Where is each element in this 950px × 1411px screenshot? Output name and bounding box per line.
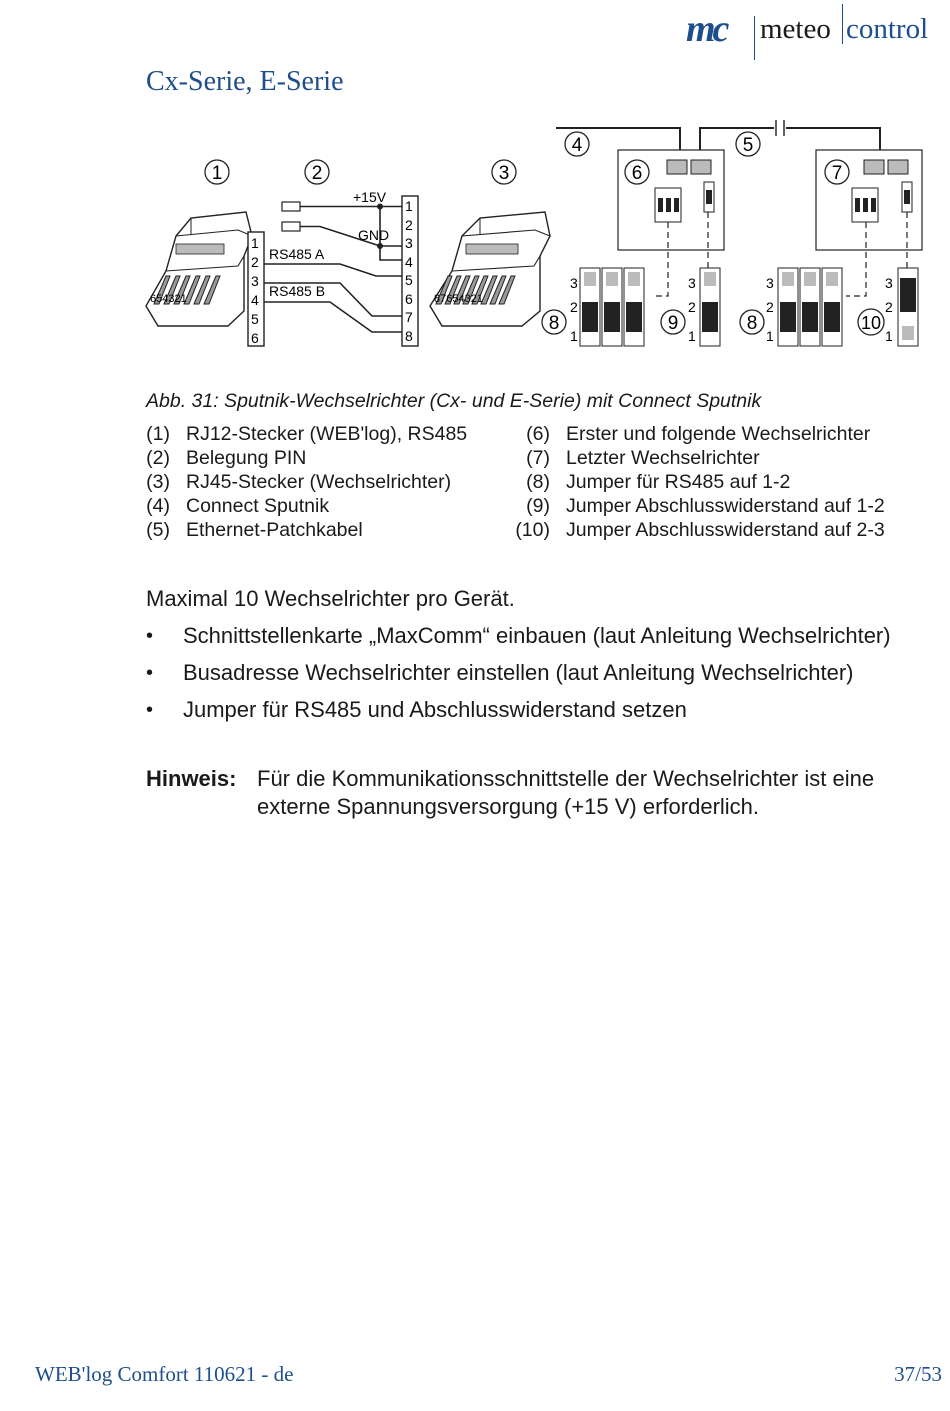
wire-label-rs485b: RS485 B bbox=[269, 283, 326, 299]
section-title: Cx-Serie, E-Serie bbox=[146, 66, 344, 97]
pin-column-rj45 bbox=[402, 196, 418, 346]
list-item: • Schnittstellenkarte „MaxComm“ einbauen (laut Anleitung Wechselrichter) bbox=[146, 622, 891, 659]
legend-num: (10) bbox=[515, 519, 550, 541]
rj12-plug bbox=[146, 212, 252, 326]
legend-row bbox=[146, 518, 936, 542]
svg-text:3: 3 bbox=[498, 163, 510, 184]
logo-mark: mc bbox=[686, 8, 727, 50]
svg-text:9: 9 bbox=[667, 313, 679, 334]
svg-text:2: 2 bbox=[766, 299, 774, 315]
svg-text:5: 5 bbox=[405, 272, 413, 288]
legend-text: Letzter Wechselrichter bbox=[566, 447, 760, 469]
svg-text:1: 1 bbox=[405, 198, 413, 214]
wiring-diagram bbox=[140, 118, 930, 356]
logo-divider bbox=[842, 4, 843, 44]
jumper-termination-10 bbox=[885, 268, 918, 346]
wire-label-gnd: GND bbox=[358, 227, 390, 243]
svg-text:2: 2 bbox=[570, 299, 578, 315]
legend-text: RJ12-Stecker (WEB'log), RS485 bbox=[186, 423, 468, 445]
svg-text:2: 2 bbox=[885, 299, 893, 315]
svg-text:3: 3 bbox=[251, 273, 259, 289]
svg-text:8: 8 bbox=[548, 313, 560, 334]
logo-word-meteo: meteo bbox=[760, 13, 831, 45]
legend-num: (3) bbox=[146, 471, 170, 493]
legend-num: (9) bbox=[526, 495, 550, 517]
callout-4 bbox=[565, 132, 589, 156]
figure-legend bbox=[146, 422, 936, 542]
svg-text:4: 4 bbox=[571, 135, 583, 156]
svg-text:3: 3 bbox=[766, 275, 774, 291]
legend-row bbox=[146, 422, 936, 446]
svg-text:1: 1 bbox=[570, 328, 578, 344]
logo-word-control: control bbox=[846, 13, 929, 45]
legend-text: Erster und folgende Wechselrichter bbox=[566, 423, 871, 445]
legend-num: (2) bbox=[146, 447, 170, 469]
svg-text:2: 2 bbox=[405, 217, 413, 233]
callout-8-left bbox=[542, 310, 566, 334]
meteocontrol-logo bbox=[686, 4, 948, 56]
legend-num: (1) bbox=[146, 423, 170, 445]
legend-row bbox=[146, 446, 936, 470]
wire-label-15v: +15V bbox=[353, 189, 387, 205]
svg-text:7: 7 bbox=[831, 163, 843, 184]
svg-text:2: 2 bbox=[688, 299, 696, 315]
legend-row bbox=[146, 470, 936, 494]
list-item: • Busadresse Wechselrichter einstellen (laut Anleitung Wechselrichter) bbox=[146, 659, 891, 696]
svg-text:2: 2 bbox=[251, 254, 259, 270]
svg-text:6: 6 bbox=[405, 291, 413, 307]
legend-row bbox=[146, 494, 936, 518]
rj12-pin-numbers: 654321 bbox=[150, 293, 187, 305]
svg-text:3: 3 bbox=[405, 235, 413, 251]
svg-text:5: 5 bbox=[251, 311, 259, 327]
jumper-termination-9 bbox=[688, 268, 720, 346]
pin-column-rj12 bbox=[248, 232, 264, 346]
legend-text: RJ45-Stecker (Wechselrichter) bbox=[186, 471, 452, 493]
svg-text:10: 10 bbox=[860, 313, 882, 333]
svg-text:8: 8 bbox=[746, 313, 758, 334]
svg-text:3: 3 bbox=[570, 275, 578, 291]
callout-3 bbox=[492, 160, 516, 184]
note-text bbox=[257, 765, 950, 821]
footer-page-number: 37/53 bbox=[894, 1362, 942, 1386]
legend-num: (6) bbox=[526, 423, 550, 445]
legend-num: (5) bbox=[146, 519, 170, 541]
figure-caption: Abb. 31: Sputnik-Wechselrichter (Cx- und E-Serie) mit Connect Sputnik bbox=[146, 390, 762, 412]
legend-num: (7) bbox=[526, 447, 550, 469]
svg-text:1: 1 bbox=[251, 235, 259, 251]
svg-text:5: 5 bbox=[742, 135, 754, 156]
svg-text:2: 2 bbox=[311, 163, 323, 184]
callout-7 bbox=[825, 160, 849, 184]
footer-document-name: WEB'log Comfort 110621 - de bbox=[35, 1362, 294, 1386]
svg-text:6: 6 bbox=[251, 330, 259, 346]
rj45-plug bbox=[430, 212, 550, 326]
svg-text:1: 1 bbox=[211, 163, 223, 184]
callout-2 bbox=[305, 160, 329, 184]
svg-text:1: 1 bbox=[688, 328, 696, 344]
svg-text:3: 3 bbox=[688, 275, 696, 291]
note-line: externe Spannungsversorgung (+15 V) erforderlich. bbox=[257, 794, 760, 819]
list-item: • Jumper für RS485 und Abschlusswiderstand setzen bbox=[146, 696, 891, 733]
logo-divider bbox=[754, 16, 755, 60]
callout-5 bbox=[736, 132, 760, 156]
jumper-block-rs485-a bbox=[570, 268, 644, 346]
svg-text:1: 1 bbox=[766, 328, 774, 344]
legend-text: Jumper Abschlusswiderstand auf 1-2 bbox=[566, 495, 885, 517]
callout-10 bbox=[858, 309, 884, 335]
callout-6 bbox=[625, 160, 649, 184]
legend-num: (4) bbox=[146, 495, 170, 517]
wire-label-rs485a: RS485 A bbox=[269, 246, 325, 262]
wiring-lines bbox=[264, 202, 402, 332]
legend-num: (8) bbox=[526, 471, 550, 493]
callout-1 bbox=[205, 160, 229, 184]
instruction-list bbox=[146, 622, 891, 733]
note-line: Für die Kommunikationsschnittstelle der Wechselrichter ist eine bbox=[257, 766, 875, 791]
svg-text:7: 7 bbox=[405, 309, 413, 325]
legend-text: Belegung PIN bbox=[186, 447, 307, 469]
svg-text:6: 6 bbox=[631, 163, 643, 184]
legend-text: Jumper für RS485 auf 1-2 bbox=[566, 471, 791, 493]
svg-text:3: 3 bbox=[885, 275, 893, 291]
legend-text: Jumper Abschlusswiderstand auf 2-3 bbox=[566, 519, 885, 541]
legend-text: Connect Sputnik bbox=[186, 495, 330, 517]
callout-8-right bbox=[740, 310, 764, 334]
max-inverters-text: Maximal 10 Wechselrichter pro Gerät. bbox=[146, 586, 515, 611]
svg-text:8: 8 bbox=[405, 328, 413, 344]
svg-text:4: 4 bbox=[405, 254, 413, 270]
callout-9 bbox=[661, 310, 685, 334]
svg-text:4: 4 bbox=[251, 292, 259, 308]
note-label: Hinweis: bbox=[146, 766, 237, 791]
rj45-pin-numbers: 87654321 bbox=[434, 293, 483, 305]
svg-text:1: 1 bbox=[885, 328, 893, 344]
jumper-block-rs485-b bbox=[766, 268, 842, 346]
legend-text: Ethernet-Patchkabel bbox=[186, 519, 363, 541]
